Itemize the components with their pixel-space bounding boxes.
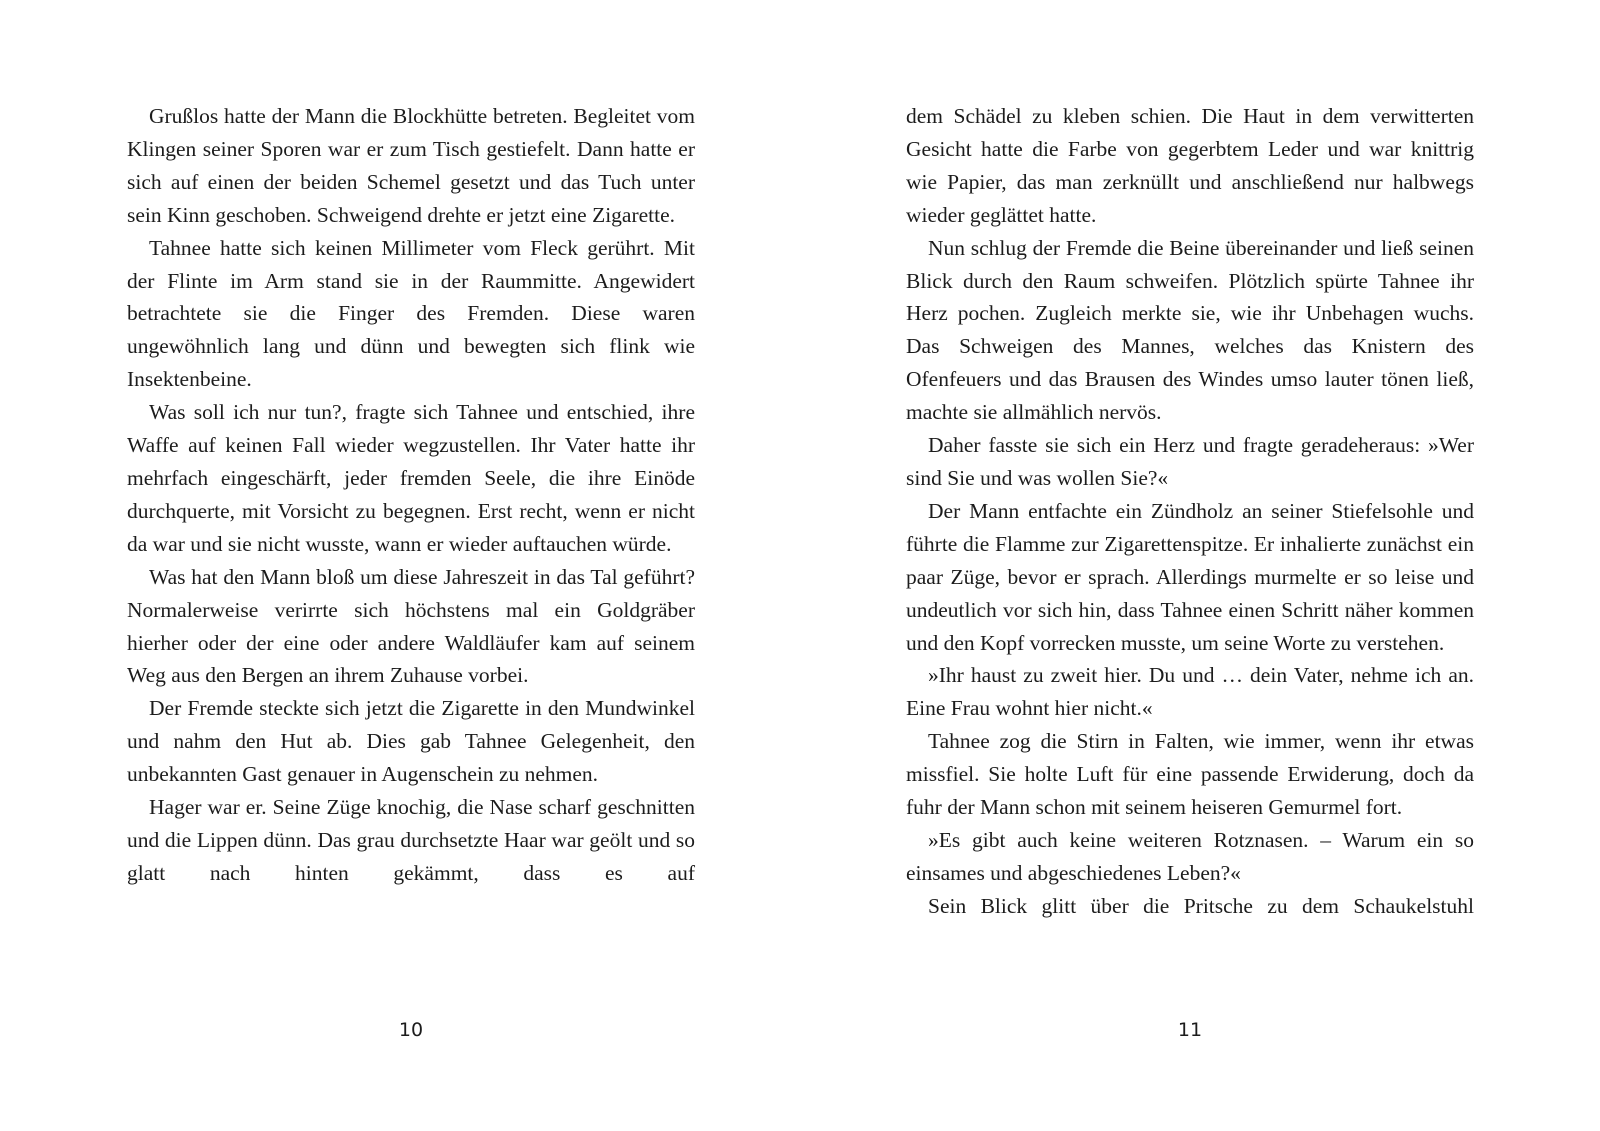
paragraph: Was hat den Mann bloß um diese Jahreszeit in das Tal geführt? Normalerweise verirrte sich höchstens mal ein Goldgräber hierher oder der eine oder andere Waldläufer kam auf seinem Weg aus den Bergen an ihrem Zuhause vorbei. [127,564,695,688]
paragraph: Was soll ich nur tun?, fragte sich Tahnee und entschied, ihre Waffe auf keinen Fall wieder wegzustellen. Ihr Vater hatte ihr mehrfach eingeschärft, jeder fremden Seele, die ihre Einöde durchquerte, mit Vorsicht zu begegnen. Erst recht, wenn er nicht da war und sie nicht wusste, wann er wieder auftauchen würde. [127,400,695,556]
paragraph: »Ihr haust zu zweit hier. Du und … dein Vater, nehme ich an. Eine Frau wohnt hier nicht.« [906,663,1474,721]
paragraph: Hager war er. Seine Züge knochig, die Nase scharf geschnitten und die Lippen dünn. Das grau durchsetzte Haar war geölt und so glatt nach hinten gekämmt, dass es auf [127,795,695,885]
paragraph-continuation: dem Schädel zu kleben schien. Die Haut in dem verwitterten Gesicht hatte die Farbe von gegerbtem Leder und war knittrig wie Papier, das man zerknüllt und anschließend nur halbwegs wieder geglättet hatte. [906,104,1474,227]
left-page-text [127,100,695,890]
paragraph: Der Fremde steckte sich jetzt die Zigarette in den Mundwinkel und nahm den Hut ab. Dies gab Tahnee Gelegenheit, den unbekannten Gast genauer in Augenschein zu nehmen. [127,696,695,787]
page-number: 10 [398,1019,424,1041]
left-page [127,100,695,1100]
right-page [906,100,1474,1100]
paragraph: Daher fasste sie sich ein Herz und fragte geradeheraus: »Wer sind Sie und was wollen Sie?« [906,433,1474,490]
paragraph: Nun schlug der Fremde die Beine übereinander und ließ seinen Blick durch den Raum schweifen. Plötzlich spürte Tahnee ihr Herz pochen. Zugleich merkte sie, wie ihr Unbehagen wuchs. Das Schweigen des Mannes, welches das Knistern des Ofenfeuers und das Brausen des Windes umso lauter tönen ließ, machte sie allmählich nervös. [906,235,1474,425]
page-number: 11 [1177,1019,1203,1041]
paragraph: »Es gibt auch keine weiteren Rotznasen. – Warum ein so einsames und abgeschiedenes Leben?« [906,827,1474,885]
paragraph: Tahnee hatte sich keinen Millimeter vom Fleck gerührt. Mit der Flinte im Arm stand sie in der Raummitte. Angewidert betrachtete sie die Finger des Fremden. Diese waren ungewöhnlich lang und dünn und bewegten sich flink wie Insektenbeine. [127,235,695,392]
paragraph: Grußlos hatte der Mann die Blockhütte betreten. Begleitet vom Klingen seiner Sporen war er zum Tisch gestiefelt. Dann hatte er sich auf einen der beiden Schemel gesetzt und das Tuch unter sein Kinn geschoben. Schweigend drehte er jetzt eine Zigarette. [127,104,695,227]
paragraph: Tahnee zog die Stirn in Falten, wie immer, wenn ihr etwas missfiel. Sie holte Luft für eine passende Erwiderung, doch da fuhr der Mann schon mit seinem heiseren Gemurmel fort. [906,729,1474,820]
paragraph: Sein Blick glitt über die Pritsche zu dem Schaukelstuhl [928,893,1474,918]
right-page-text [906,100,1474,923]
paragraph: Der Mann entfachte ein Zündholz an seiner Stiefelsohle und führte die Flamme zur Zigarettenspitze. Er inhalierte zunächst ein paar Züge, bevor er sprach. Allerdings murmelte er so leise und undeutlich vor sich hin, dass Tahnee einen Schritt näher kommen und den Kopf vorrecken musste, um seine Worte zu verstehen. [906,498,1474,655]
